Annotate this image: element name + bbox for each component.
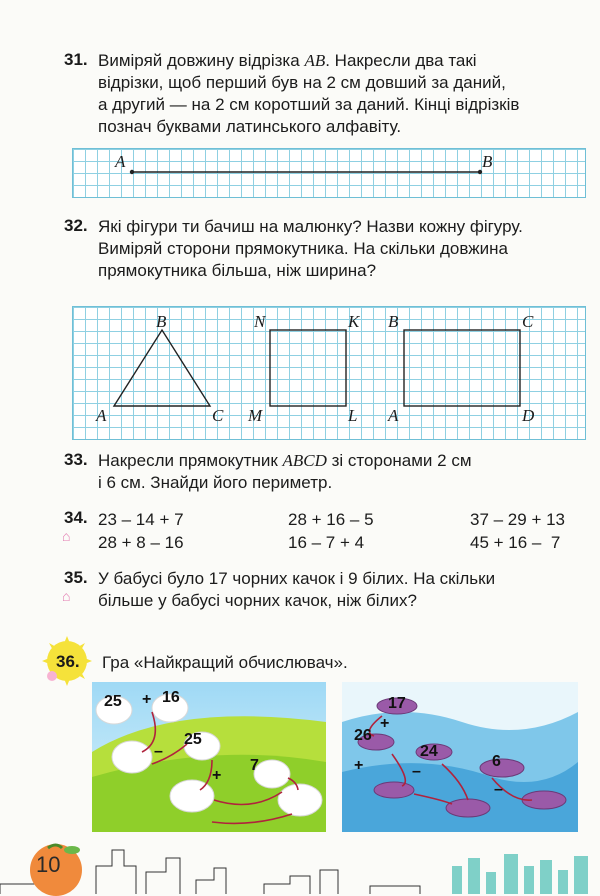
square-nklm: [270, 330, 346, 406]
task-34-number: 34.: [64, 508, 88, 527]
dolphin-number-2: 26: [354, 727, 372, 744]
expr-1-2: 28 + 16 – 5: [288, 510, 374, 529]
task-31-line3: а другий — на 2 см коротший за даний. Кінці відрізків: [98, 95, 520, 114]
task-33-line1a: Накресли прямокутник: [98, 451, 278, 470]
rect-label-d: D: [522, 406, 535, 425]
task-33-line2: і 6 см. Знайди його периметр.: [98, 473, 333, 492]
rect-label-b: B: [388, 312, 399, 331]
triangle-label-b: B: [156, 312, 167, 331]
square-label-n: N: [254, 312, 266, 331]
point-b-label: B: [482, 152, 493, 171]
dolphin-op-4: –: [494, 781, 503, 798]
expr-2-3: 45 + 16 – 7: [470, 533, 561, 552]
task-31-line2: відрізки, щоб перший був на 2 см довший за даний,: [98, 73, 506, 92]
dolphin-op-2: –: [412, 763, 421, 780]
segment-ab: [72, 148, 584, 196]
sheep-op-2: –: [154, 743, 163, 760]
sheep-number-2: 16: [162, 689, 180, 706]
task-33-line1b: зі сторонами 2 см: [331, 451, 472, 470]
sheep-game-picture: [92, 682, 326, 832]
task-31-line4: познач буквами латинського алфавіту.: [98, 117, 402, 136]
rect-label-c: C: [522, 312, 534, 331]
square-label-k: K: [348, 312, 360, 331]
sheep-op-3: +: [212, 767, 222, 784]
expr-2-1: 28 + 8 – 16: [98, 533, 184, 552]
task-36-number: 36.: [56, 652, 80, 671]
dolphin-number-4: 6: [492, 753, 501, 770]
expr-1-3: 37 – 29 + 13: [470, 510, 566, 529]
task-32-line2: Виміряй сторони прямокутника. На скільки довжина: [98, 239, 508, 258]
rectangle-name: ABCD: [282, 451, 327, 470]
city-skyline-decoration: [0, 836, 600, 896]
task-31-line1b: . Накресли два такі: [325, 51, 477, 70]
task-33-number: 33.: [64, 450, 88, 469]
dolphin-op-3: +: [354, 757, 364, 774]
task-36-title: Гра «Найкращий обчислювач».: [102, 653, 348, 672]
task-32-text: [98, 216, 588, 282]
figures-drawing: [72, 306, 584, 438]
task-31-number: 31.: [64, 50, 88, 69]
dolphin-number-3: 24: [420, 743, 438, 760]
dolphin-game-picture: [342, 682, 578, 832]
task-35-number: 35.: [64, 568, 88, 587]
dolphin-number-1: 17: [388, 695, 406, 712]
task-32-number: 32.: [64, 216, 88, 235]
expr-2-2: 16 – 7 + 4: [288, 533, 365, 552]
task-33-text: [98, 450, 588, 494]
square-label-m: M: [248, 406, 263, 425]
segment-name: AB: [304, 51, 326, 70]
sheep-number-4: 7: [250, 757, 259, 774]
task-32-line1: Які фігури ти бачиш на малюнку? Назви кожну фігуру.: [98, 217, 523, 236]
point-a-label: A: [115, 152, 126, 171]
triangle-label-c: C: [212, 406, 224, 425]
task-31-text: [98, 50, 588, 138]
home-icon: ⌂: [62, 528, 71, 544]
sheep-op-1: +: [142, 691, 152, 708]
rectangle-bcda: [404, 330, 520, 406]
sheep-number-1: 25: [104, 693, 122, 710]
task-35-line1: У бабусі було 17 чорних качок і 9 білих. На скільки: [98, 569, 496, 588]
task-31-line1: Виміряй довжину відрізка: [98, 51, 300, 70]
task-35-text: [98, 568, 588, 612]
dolphin-op-1: +: [380, 715, 390, 732]
triangle-abc: [114, 330, 210, 406]
expr-1-1: 23 – 14 + 7: [98, 510, 184, 529]
rect-label-a: A: [388, 406, 399, 425]
task-32-line3: прямокутника більша, ніж ширина?: [98, 261, 377, 280]
task-35-line2: більше у бабусі чорних качок, ніж білих?: [98, 591, 417, 610]
triangle-label-a: A: [96, 406, 107, 425]
page-number: 10: [36, 852, 61, 877]
square-label-l: L: [348, 406, 358, 425]
home-icon: ⌂: [62, 588, 71, 604]
sheep-number-3: 25: [184, 731, 202, 748]
